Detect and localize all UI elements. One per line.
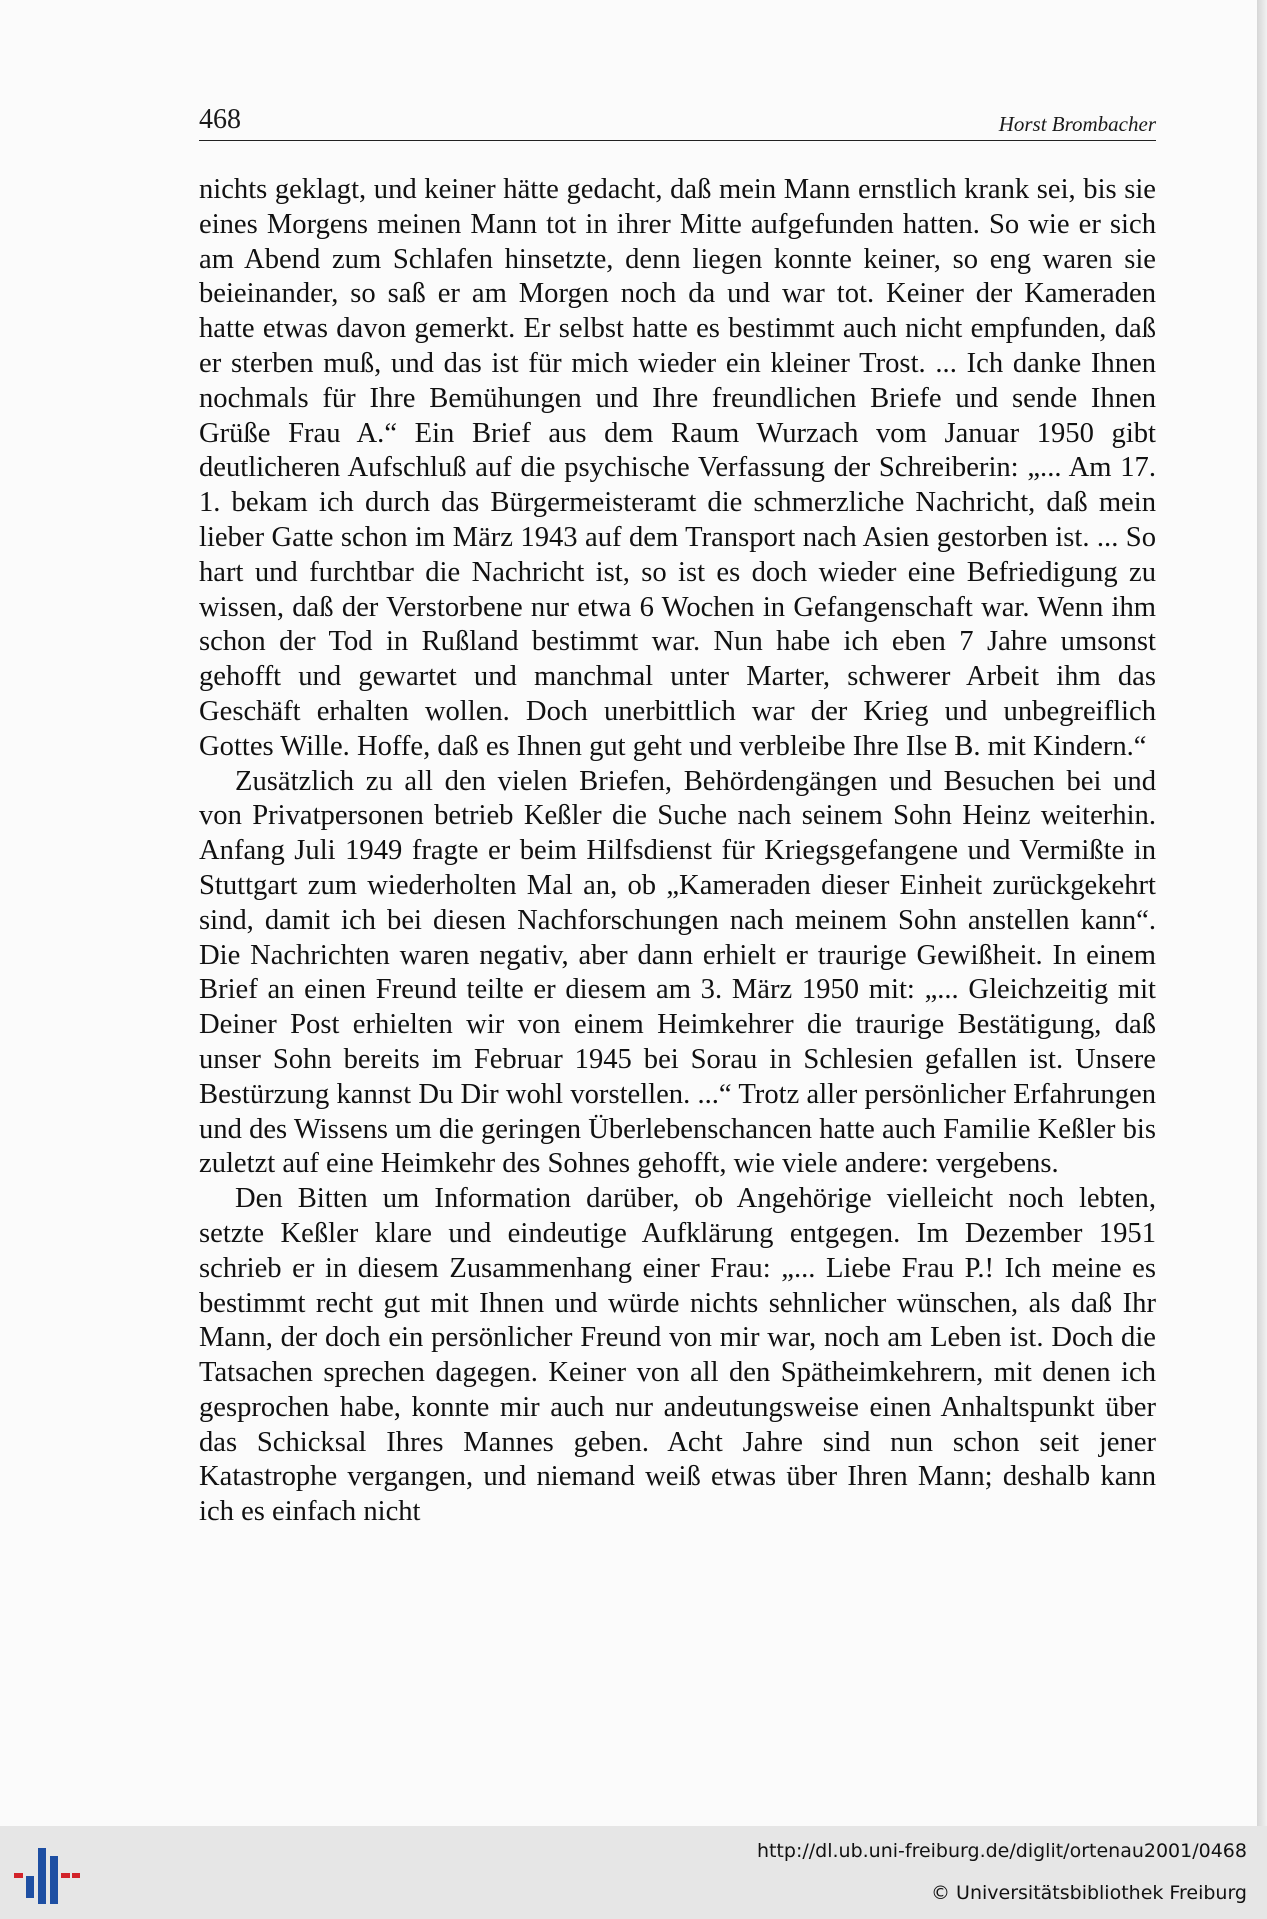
page-edge-shadow bbox=[1257, 0, 1267, 1826]
source-url-link[interactable]: http://dl.ub.uni-freiburg.de/diglit/ortenau2001/0468 bbox=[756, 1840, 1247, 1862]
library-footer bbox=[0, 1826, 1267, 1919]
running-head-author: Horst Brombacher bbox=[998, 112, 1156, 136]
page-header bbox=[199, 104, 1156, 141]
paragraph-2: Zusätzlich zu all den vielen Briefen, Behördengängen und Besuchen bei und von Privatpersonen betrieb Keßler die Suche nach seinem Sohn Heinz weiterhin. Anfang Juli 1949 fragte er beim Hilfsdienst für Kriegsgefangene und Vermißte in Stuttgart zum wiederholten Mal an, ob „Kameraden dieser Einheit zurückgekehrt sind, damit ich bei diesen Nachforschungen nach meinem Sohn anstellen kann“. Die Nachrichten waren negativ, aber dann erhielt er traurige Gewißheit. In einem Brief an einen Freund teilte er diesem am 3. März 1950 mit: „... Gleichzeitig mit Deiner Post erhielten wir von einem Heimkehrer die traurige Bestätigung, daß unser Sohn bereits im Februar 1945 bei Sorau in Schlesien gefallen ist. Unsere Bestürzung kannst Du Dir wohl vorstellen. ...“ Trotz aller persönlicher Erfahrungen und des Wissens um die geringen Überlebenschancen hatte auch Familie Keßler bis zuletzt auf eine Heimkehr des Sohnes gehofft, wie viele andere: vergebens. bbox=[199, 765, 1156, 1180]
page-number: 468 bbox=[199, 104, 241, 135]
paragraph-3: Den Bitten um Information darüber, ob Angehörige vielleicht noch lebten, setzte Keßler klare und eindeutige Aufklärung entgegen. Im Dezember 1951 schrieb er in diesem Zusammenhang einer Frau: „... Liebe Frau P.! Ich meine es bestimmt recht gut mit Ihnen und würde nichts sehnlicher wünschen, als daß Ihr Mann, der doch ein persönlicher Freund von mir war, noch am Leben ist. Doch die Tatsachen sprechen dagegen. Keiner von all den Spätheimkehrern, mit denen ich gesprochen habe, konnte mir auch nur andeutungsweise einen Anhaltspunkt über das Schicksal Ihres Mannes geben. Acht Jahre sind nun schon seit jener Katastrophe vergangen, und niemand weiß etwas über Ihren Mann; deshalb kann ich es einfach nicht bbox=[199, 1183, 1156, 1528]
paragraph-1: nichts geklagt, und keiner hätte gedacht, daß mein Mann ernstlich krank sei, bis sie eines Morgens meinen Mann tot in ihrer Mitte aufgefunden hatten. So wie er sich am Abend zum Schlafen hinsetzte, denn liegen konnte keiner, so eng waren sie beieinander, so saß er am Morgen noch da und war tot. Keiner der Kameraden hatte etwas davon gemerkt. Er selbst hatte es bestimmt auch nicht empfunden, daß er sterben muß, und das ist für mich wieder ein kleiner Trost. ... Ich danke Ihnen nochmals für Ihre Bemühungen und Ihre freundlichen Briefe und sende Ihnen Grüße Frau A.“ Ein Brief aus dem Raum Wurzach vom Januar 1950 gibt deutlicheren Aufschluß auf die psychische Verfassung der Schreiberin: „... Am 17. 1. bekam ich durch das Bürgermeisteramt die schmerzliche Nachricht, daß mein lieber Gatte schon im März 1943 auf dem Transport nach Asien gestorben ist. ... So hart und furchtbar die Nachricht ist, so ist es doch wieder eine Befriedigung zu wissen, daß der Verstorbene nur etwa 6 Wochen in Gefangenschaft war. Wenn ihm schon der Tod in Rußland bestimmt war. Nun habe ich eben 7 Jahre umsonst gehofft und gewartet und manchmal unter Marter, schwerer Arbeit ihm das Geschäft erhalten wollen. Doch unerbittlich war der Krieg und unbegreiflich Gottes Wille. Hoffe, daß es Ihnen gut geht und verbleibe Ihre Ilse B. mit Kindern.“ bbox=[199, 174, 1156, 762]
copyright-notice: © Universitätsbibliothek Freiburg bbox=[931, 1882, 1247, 1904]
body-text bbox=[199, 173, 1156, 1530]
ub-freiburg-logo-icon bbox=[14, 1846, 80, 1906]
